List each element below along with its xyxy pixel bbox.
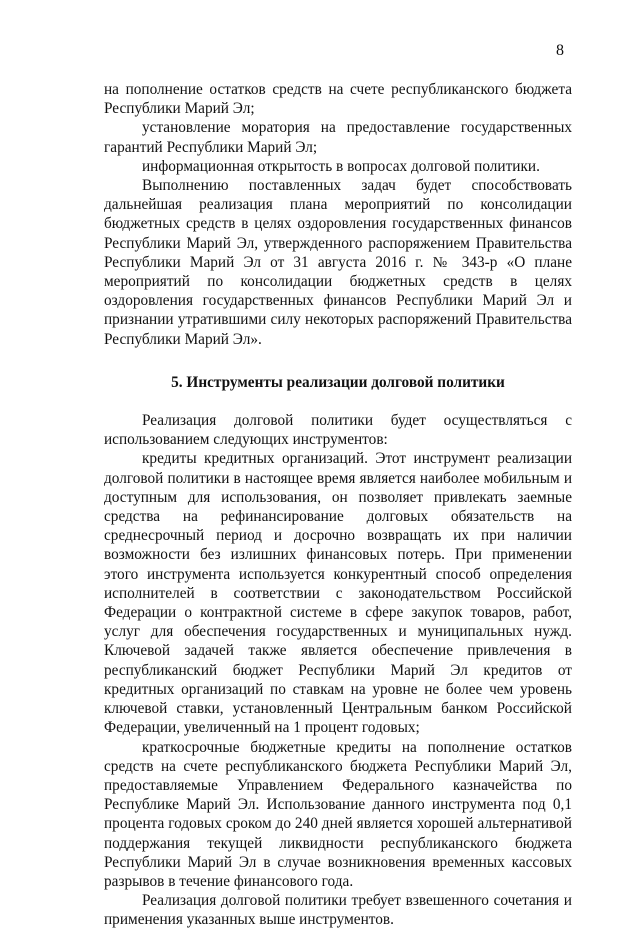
paragraph-8: Реализация долговой политики требует взвешенного сочетания и применения указанных выше инструментов.	[104, 892, 572, 929]
paragraph-2: установление моратория на предоставление государственных гарантий Республики Марий Эл;	[104, 119, 572, 156]
paragraph-5: Реализация долговой политики будет осуществляться с использованием следующих инструментов:	[104, 412, 572, 449]
page-number: 8	[556, 42, 564, 59]
section-heading: 5. Инструменты реализации долговой политики	[171, 373, 505, 391]
paragraph-3: информационная открытость в вопросах долговой политики.	[142, 157, 540, 175]
paragraph-7: краткосрочные бюджетные кредиты на пополнение остатков средств на счете республиканского бюджета Республики Марий Эл, предоставляемые Управлением Федерального казначейства по Республике Марий Эл. Использование данного инструмента под 0,1 процента годовых сроком до 240 дней является хорошей альтернативой поддержания текущей ликвидности республиканского бюджета Республики Марий Эл в случае возникновения временных кассовых разрывов в течение финансового года.	[104, 738, 572, 890]
paragraph-4: Выполнению поставленных задач будет способствовать дальнейшая реализация плана мероприятий по консолидации бюджетных средств в целях оздоровления государственных финансов Республики Марий Эл, утвержденного распоряжением Правительства Республики Марий Эл от 31 августа 2016 г. № 343-р «О плане мероприятий по консолидации бюджетных средств в целях оздоровления государственных финансов Республики Марий Эл и признании утратившими силу некоторых распоряжений Правительства Республики Марий Эл».	[104, 177, 572, 348]
paragraph-1: на пополнение остатков средств на счете республиканского бюджета Республики Марий Эл;	[104, 81, 572, 118]
paragraph-6: кредиты кредитных организаций. Этот инструмент реализации долговой политики в настоящее время является наиболее мобильным и доступным для использования, он позволяет привлекать заемные средства на рефинансирование долговых обязательств на среднесрочный период и досрочно возвращать их при наличии возможности без излишних финансовых потерь. При применении этого инструмента используется конкурентный способ определения исполнителей в соответствии с законодательством Российской Федерации о контрактной системе в сфере закупок товаров, работ, услуг для обеспечения государственных и муниципальных нужд. Ключевой задачей также является обеспечение привлечения в республиканский бюджет Республики Марий Эл кредитов от кредитных организаций по ставкам на уровне не более чем уровень ключевой ставки, установленный Центральным банком Российской Федерации, увеличенный на 1 процент годовых;	[104, 450, 572, 737]
document-body	[104, 80, 572, 930]
